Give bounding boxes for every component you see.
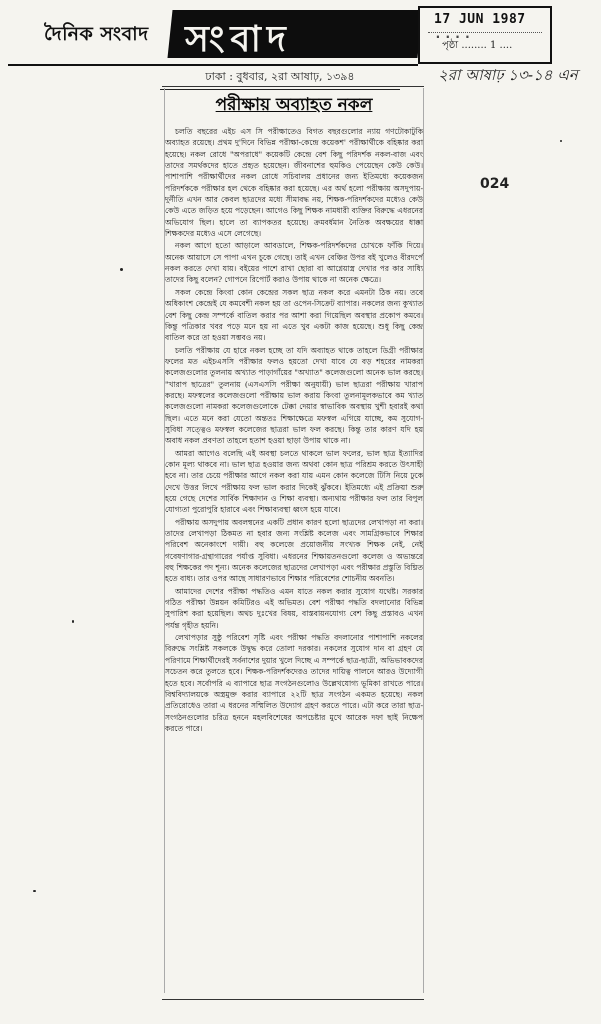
masthead-small-title: দৈনিক সংবাদ bbox=[44, 23, 149, 45]
article-paragraph: আমরা আগেও বলেছি এই অবস্থা চলতে থাকলে ভাল ফলের, ভাল ছাত্র ইত্যাদির কোন মূল্য থাকবে না। ভাল ছাত্র হওয়ার জন্য অথবা কোন ছাত্র পরিশ্রম করতে উৎসাহী হবে না। তার চেয়ে পরীক্ষার আগে নকল করা যায় এমন কোন কলেজে টিসি নিয়ে ঢুকে দেখে উত্তর লিখে পরীক্ষায় ফল ভাল করার দিকেই ঝুঁকবে। ইতিমধ্যে এই প্রক্রিয়া শুরু হয়ে গেছে দেশের সার্বিক শিক্ষাদান ও শিক্ষা ব্যবস্থা। অন্যথায় পরীক্ষার ফল তার বিপুল যোগ্যতা পুরোপুরি হারাবে এবং শিক্ষাব্যবস্থা ধ্বংস হয়ে যাবে। bbox=[165, 448, 423, 515]
stamp-date-blank: .... bbox=[434, 27, 474, 42]
scan-speck bbox=[33, 890, 36, 892]
newspaper-masthead bbox=[8, 10, 418, 66]
article-paragraph: লেখাপড়ার সুষ্ঠু পরিবেশ সৃষ্টি এবং পরীক্ষা পদ্ধতি বদলানোর পাশাপাশি নকলের বিরুদ্ধে সংশ্লিষ্ট সকলকে উদ্বুদ্ধ করে তোলা দরকার। নকলের সুযোগ দান বা গ্রহণ যে পরিণামে শিক্ষার্থীদেরই সর্বনাশের দুয়ার খুলে দিচ্ছে এ সম্পর্কে ছাত্র-ছাত্রী, অভিভাবকদের সচেতন করে তুলতে হবে। শিক্ষক-পরিদর্শকদেরও তাদের দায়িত্ব পালনে আরও উদ্যোগী হতে হবে। সর্বোপরি এ ব্যাপারে ছাত্র সংগঠনগুলোও উল্লেখযোগ্য ভূমিকা রাখতে পারে। বিশ্ববিদ্যালয়কে অস্ত্রমুক্ত করার ব্যাপারে ২২টি ছাত্র সংগঠন একমত হয়েছে। নকল প্রতিরোধেও তারা এ ধরনের সম্মিলিত উদ্যোগ গ্রহণ করতে পারে। এটা করে তারা ছাত্র-সংগঠনগুলোর চরিত্র হননে মহলবিশেষের অপচেষ্টার মুখে আরেক দফা ছাই নিক্ষেপ করতে পারে। bbox=[165, 633, 423, 733]
article-headline: পরীক্ষায় অব্যাহত নকল bbox=[215, 95, 373, 115]
editorial-article bbox=[164, 88, 424, 993]
handwritten-number: 024 bbox=[480, 176, 510, 192]
handwritten-date-note: ২রা আষাঢ় ১৩-১৪ এন bbox=[438, 66, 578, 84]
dateline: ঢাকা : বুধবার, ২রা আষাঢ়, ১৩৯৪ bbox=[160, 68, 400, 90]
stamp-page-label: পৃষ্ঠা ........ 1 .... bbox=[442, 40, 513, 51]
scan-speck bbox=[120, 268, 123, 271]
masthead-logo-text: সংবাদ bbox=[185, 18, 292, 60]
date-stamp bbox=[418, 6, 552, 64]
article-paragraph: সকল কেন্দ্রে কিংবা কোন কেন্দ্রের সকল ছাত্র নকল করে এমনটা ঠিক নয়। তবে অধিকাংশ কেন্দ্রেই যে কমবেশী নকল হয় তা ওপেন-সিক্রেট ব্যাপার। নকলের জন্য কুখ্যাত বেশ কিছু কেন্দ্র সম্পর্কে বাতিল করার পর আশা করা গিয়েছিল অবস্থার প্রকোপ কমবে। কিন্তু পত্রিকার খবর পড়ে মনে হয় না এতে খুব একটা কাজ হয়েছে। শুধু কিছু কেন্দ্র বাতিল করে তা হওয়া সম্ভবও নয়। bbox=[165, 287, 423, 343]
masthead-logo bbox=[167, 10, 422, 58]
article-paragraph: পরীক্ষায় অসদুপায় অবলম্বনের একটি প্রধান কারণ হলো ছাত্রদের লেখাপড়া না করা। তাদের লেখাপড়া ঠিকমত না হবার জন্য সংশ্লিষ্ট কলেজ এবং সামগ্রিকভাবে শিক্ষার পরিবেশ অনেকাংশে দায়ী। বহু কলেজে প্রয়োজনীয় সংখ্যক শিক্ষক নেই, নেই গবেষণাগার-গ্রন্থাগারের পর্যাপ্ত সুবিধা। এধরনের শিক্ষায়তনগুলো কলেজ ও অভ্যন্তরে বহু শিক্ষকের পদ শূন্য। অনেক কলেজের ছাত্রদের লেখাপড়া এবং পরীক্ষার প্রস্তুতি বিঘ্নিত হতে বাধ্য। তার ওপর আছে সাধারণভাবে শিক্ষার পরিবেশের শোচনীয় অবনতি। bbox=[165, 517, 423, 584]
scan-speck bbox=[560, 140, 562, 142]
stamp-divider bbox=[428, 32, 542, 33]
article-paragraph: চলতি পরীক্ষায় যে হারে নকল হচ্ছে তা যদি অব্যাহত থাকে তাহলে ডিগ্রী পরীক্ষার ফলের মত এইচএসসি পরীক্ষার ফলও হয়তো দেখা যাবে যে বড় শহরের নামকরা কলেজগুলোর তুলনায় অখ্যাত পাড়াগাঁয়ের "অখ্যাত" কলেজগুলো অনেক ভাল করছে। "খারাপ ছাত্রের" তুলনায় (এসএসসি পরীক্ষা অনুযায়ী) ভাল ছাত্ররা পরীক্ষায় খারাপ করছে। মফস্বলের কলেজগুলো পরীক্ষায় ভাল করায় কিংবা তুলনামূলকভাবে কম খ্যাত কলেজগুলো নামকরা কলেজগুলোকে টেক্কা দেয়ার স্বাভাবিক অবস্থায় খুশী হবারই কথা ছিল। এতে মনে করা যেতো অন্ততঃ শিক্ষাক্ষেত্রে মফস্বল এগিয়ে যাচ্ছে, কম সুযোগ-সুবিধা সত্ত্বেও মফস্বল কলেজের ছাত্ররা ভাল ফল করছে। কিন্তু তার কারণ যদি হয় অবাধ নকল প্রবণতা তাহলে হতাশ হওয়া ছাড়া উপায় থাকে না। bbox=[165, 345, 423, 446]
article-paragraph: চলতি বছরের এইচ এস সি পরীক্ষাতেও বিগত বছরগুলোর ন্যায় গণটোকাটুকি অব্যাহত রয়েছে। প্রথম দু'দিনে বিভিন্ন পরীক্ষা-কেন্দ্রে কয়েকশ' পরীক্ষার্থীকে বহিষ্কার করা হয়েছে। নকল রোধে "অপরাধে" কয়েকটি কেন্দ্রে বেশ কিছু পরিদর্শক নকল-বাজ এবং তাদের সমর্থকদের হাতে প্রহৃত হয়েছেন। জীবনাশের হুমকিও পেয়েছেন কেউ কেউ। পাশাপাশি পরীক্ষার্থীদের নকল রোধে সচিবালয় প্রধানের জন্য ইতিমধ্যে কয়েকজন পরিদর্শককে পরীক্ষার হল থেকে বহিষ্কার করা হয়েছে। এর অর্থ হলো পরীক্ষায় অসদুপায়-দুর্নীতি এখন আর কেবল ছাত্রদের মধ্যে সীমাবদ্ধ নয়, শিক্ষক-পরিদর্শকদের মধ্যেও কেউ কেউ এতে জড়িত হয়ে পড়েছেন। আগেও কিছু শিক্ষক নামধারী ব্যক্তির বিরুদ্ধে এধরনের অভিযোগ ছিল। হালে তা ব্যাপকতর হয়েছে। ক্রমবর্ধমান নৈতিক অবক্ষয়ের ধাক্কা শিক্ষকদের মধ্যেও এসে লেগেছে। bbox=[165, 127, 423, 239]
scan-speck bbox=[72, 620, 74, 623]
stamp-date-value: 17 JUN 1987 bbox=[434, 12, 526, 27]
article-paragraph: আমাদের দেশের পরীক্ষা পদ্ধতিও এমন যাতে নকল করার সুযোগ যথেষ্ট। সরকার গঠিত পরীক্ষা উন্নয়ন কমিটিরও এই অভিমত। বেশ পরীক্ষা পদ্ধতি বদলানোর বিভিন্ন সুপারিশ করা হয়েছিল। অথচ দুঃখের বিষয়, বাস্তবায়নযোগ্য বেশ কিছু প্রস্তাবও এখন পর্যন্ত গৃহীত হয়নি। bbox=[165, 586, 423, 630]
article-paragraph: নকল আগে হতো আড়ালে আবডালে, শিক্ষক-পরিদর্শকদের চোখকে ফাঁকি দিয়ে। অনেক আয়াসে সে পাপা এখন চুকে গেছে। তাই এখন বেঞ্চির উপর বই খুলেও বীরদর্পে নকল করতে দেখা যায়। বইয়ের পাশে রাখা ছোরা বা আগ্নেয়াস্ত্র দেখার পর কার সাধ্যি তাদের কিছু বলেন? গোপনে রিপোর্ট করাও উপায় থাকে না অনেক ক্ষেত্রে। bbox=[165, 241, 423, 285]
